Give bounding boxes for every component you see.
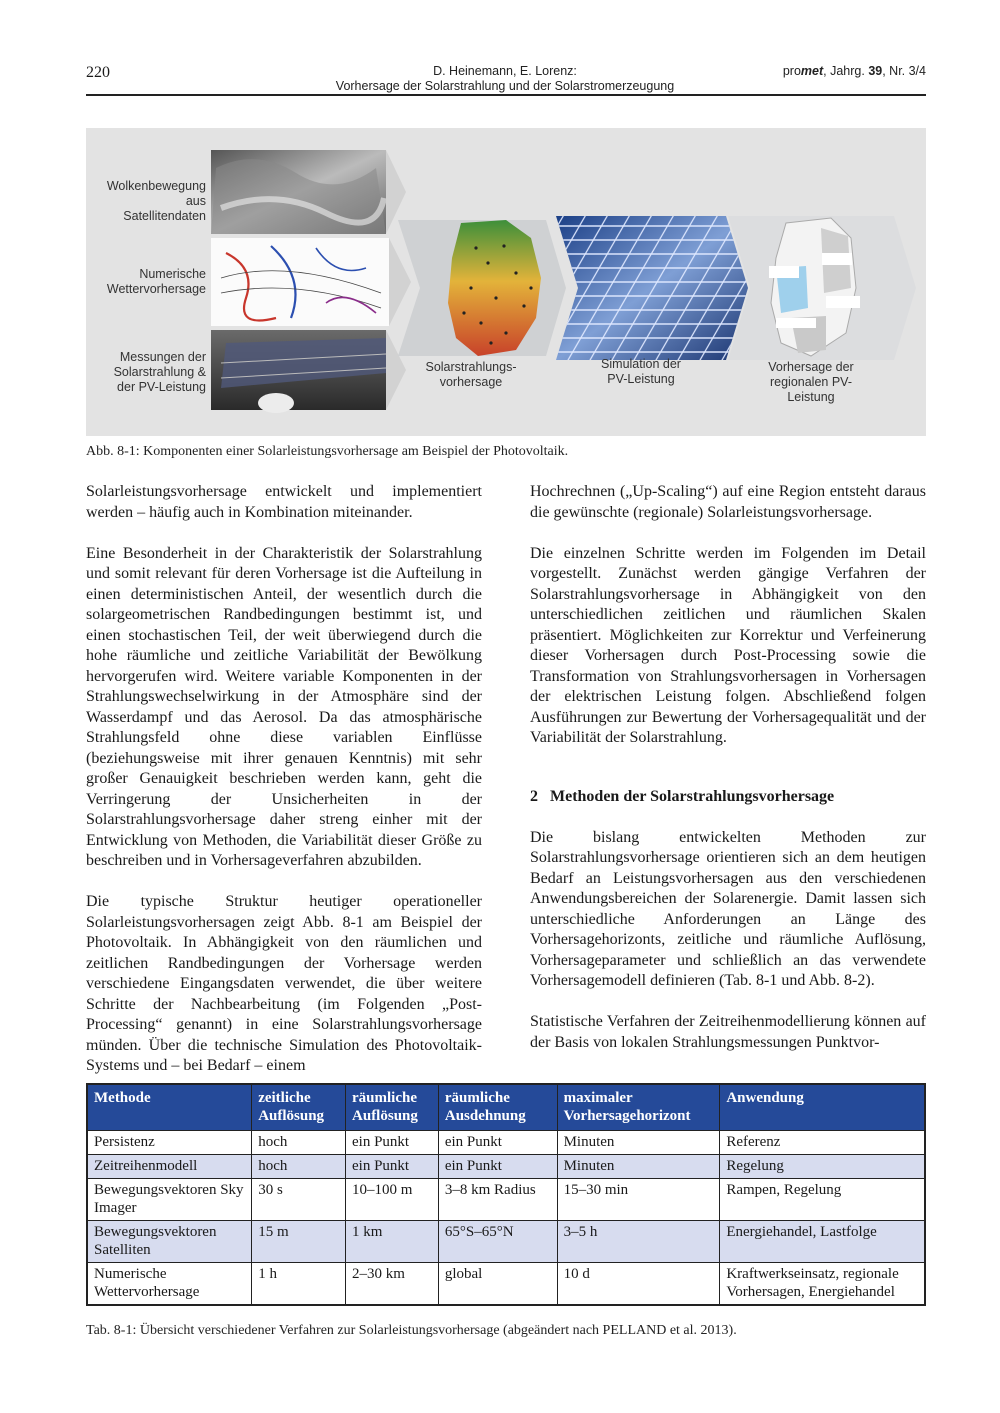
label-nwp	[101, 267, 206, 297]
header-authors: D. Heinemann, E. Lorenz:	[433, 64, 577, 78]
table-header-row	[87, 1084, 925, 1131]
journal-brand: met	[800, 64, 824, 78]
paragraph: Die bislang entwickelten Methoden zur Solarstrahlungsvorhersage orientieren sich an dem heutigen Bedarf an Leistungsvorhersagen aus den verschiedenen Anwendungsbereichen der Solarenergie. Damit lassen sich unterschiedliche Anforderungen an Länge des Vorhersagehorizonts, zeitliche und räumliche Auflösung, Vorhersageparameter und schließlich an das verwendete Vorhersagemodell definieren (Tab. 8-1 und Abb. 8-2).	[530, 828, 926, 989]
paragraph: Hochrechnen („Up-Scaling“) auf eine Region entsteht daraus die gewünschte (regionale) Solarleistungsvorhersage.	[530, 483, 926, 521]
table-cell: Kraftwerkseinsatz, regionale Vorhersagen, Energiehandel	[720, 1263, 925, 1306]
table-cell: 30 s	[252, 1179, 346, 1221]
journal-rest: , Jahrg.	[823, 64, 869, 78]
label-pv-simulation	[576, 357, 706, 387]
label-line: Solarstrahlungs-	[425, 360, 517, 374]
journal-volume: 39	[868, 64, 883, 78]
table-cell: 2–30 km	[346, 1263, 439, 1306]
label-regional-forecast	[741, 360, 881, 405]
column-header: räumliche Ausdehnung	[438, 1084, 557, 1131]
table-row	[87, 1263, 925, 1306]
table-cell: Minuten	[557, 1155, 720, 1179]
table-cell: 65°S–65°N	[438, 1221, 557, 1263]
figure-caption: Abb. 8-1: Komponenten einer Solarleistungsvorhersage am Beispiel der Photovoltaik.	[86, 444, 569, 459]
label-line: aus Satellitendaten	[123, 194, 206, 223]
table-cell: 10–100 m	[346, 1179, 439, 1221]
label-line: der PV-Leistung	[117, 380, 206, 394]
label-line: vorhersage	[439, 375, 503, 389]
table-row	[87, 1179, 925, 1221]
label-line: Leistung	[787, 390, 835, 404]
label-line: PV-Leistung	[607, 372, 675, 386]
table-cell: Rampen, Regelung	[720, 1179, 925, 1221]
column-header: Anwendung	[720, 1084, 925, 1131]
table-cell: 10 d	[557, 1263, 720, 1306]
table-cell: hoch	[252, 1131, 346, 1155]
label-line: Vorhersage der	[768, 360, 854, 374]
header-rule	[86, 94, 926, 96]
table-cell: Regelung	[720, 1155, 925, 1179]
table-cell: Persistenz	[87, 1131, 252, 1155]
table-cell: Zeitreihenmodell	[87, 1155, 252, 1179]
label-irradiance-forecast	[406, 360, 536, 390]
weather-map-image	[211, 238, 411, 326]
table-cell: 3–8 km Radius	[438, 1179, 557, 1221]
label-line: Solarstrahlung &	[113, 365, 206, 379]
column-header: Methode	[87, 1084, 252, 1131]
figure-8-1	[86, 128, 926, 436]
label-cloud-motion	[101, 179, 206, 224]
paragraph: Die einzelnen Schritte werden im Folgenden im Detail vorgestellt. Zunächst werden gängige Verfahren der Solarstrahlungsvorhersage in Abhängigkeit von den unterschiedlichen zeitlichen und räumlichen Skalen präsentiert. Möglichkeiten zur Korrektur und Verfeinerung dieser Vorhersagen durch Post-Processing sowie die Transformation von Strahlungsvorhersagen in Vorhersagen der elektrischen Leistung folgen. Abschließend folgen Ausführungen zur Bewertung der Vorhersagequalität und der Variabilität der Solarstrahlung.	[530, 544, 926, 746]
transnetbw-logo	[776, 318, 816, 328]
table-cell: Bewegungsvektoren Sky Imager	[87, 1179, 252, 1221]
header-title: Vorhersage der Solarstrahlung und der Solarstromerzeugung	[335, 79, 675, 93]
column-header: maximaler Vorhersagehorizont	[557, 1084, 720, 1131]
label-line: Numerische	[139, 267, 206, 281]
table-cell: 1 km	[346, 1221, 439, 1263]
table-cell: ein Punkt	[346, 1131, 439, 1155]
50hertz-logo	[822, 253, 852, 265]
table-cell: Referenz	[720, 1131, 925, 1155]
pv-simulation-panel	[556, 216, 748, 360]
label-line: Simulation der	[601, 357, 681, 371]
table-cell: 15–30 min	[557, 1179, 720, 1221]
journal-issue: , Nr. 3/4	[882, 64, 926, 78]
table-row	[87, 1155, 925, 1179]
tennet-logo	[826, 296, 860, 308]
table-cell: ein Punkt	[438, 1155, 557, 1179]
left-column	[86, 482, 482, 1097]
section-heading: 2 Methoden der Solarstrahlungsvorhersage	[530, 787, 835, 805]
table-cell: hoch	[252, 1155, 346, 1179]
label-line: regionalen PV-	[769, 375, 852, 389]
label-line: Wettervorhersage	[106, 282, 206, 296]
table-caption: Tab. 8-1: Übersicht verschiedener Verfahren zur Solarleistungsvorhersage (abgeändert nach PELLAND et al. 2013).	[86, 1323, 737, 1338]
label-measurements	[101, 350, 206, 395]
table-cell: Bewegungsvektoren Satelliten	[87, 1221, 252, 1263]
running-header	[300, 64, 710, 94]
paragraph: Solarleistungsvorhersage entwickelt und implementiert werden – häufig auch in Kombination miteinander.	[86, 483, 482, 521]
table-cell: Numerische Wettervorhersage	[87, 1263, 252, 1306]
table-8-1	[86, 1083, 926, 1306]
table-cell: 1 h	[252, 1263, 346, 1306]
regional-map-panel	[728, 216, 916, 360]
table-cell: Energiehandel, Lastfolge	[720, 1221, 925, 1263]
table-cell: ein Punkt	[346, 1155, 439, 1179]
table-cell: global	[438, 1263, 557, 1306]
journal-reference	[783, 64, 926, 78]
label-line: Messungen der	[119, 350, 206, 364]
page-number: 220	[86, 64, 110, 81]
forecast-map-panel	[398, 220, 566, 356]
paragraph: Statistische Verfahren der Zeitreihenmodellierung können auf der Basis von lokalen Strahlungsmessungen Punktvor-	[530, 1013, 926, 1051]
amprion-logo	[769, 266, 799, 278]
label-line: Wolkenbewegung	[106, 179, 206, 193]
table-cell: 3–5 h	[557, 1221, 720, 1263]
table-row	[87, 1131, 925, 1155]
table-cell: ein Punkt	[438, 1131, 557, 1155]
table-cell: 15 m	[252, 1221, 346, 1263]
journal-prefix: pro	[782, 64, 801, 78]
column-header: zeitliche Auflösung	[252, 1084, 346, 1131]
table-row	[87, 1221, 925, 1263]
paragraph: Eine Besonderheit in der Charakteristik der Solarstrahlung und somit relevant für deren Vorhersage ist die Aufteilung in einen deterministischen Anteil, der wesentlich durch die solargeometrischen Randbedingungen bestimmt ist, und einen stochastischen Teil, der weit überwiegend durch die hohe räumliche und zeitliche Variabilität der Bewölkung hervorgerufen wird. Weitere variable Komponenten in der Strahlungswechselwirkung in der Atmosphäre sind der Wasserdampf und das Aerosol. Da das atmosphärische Strahlungsfeld ohne diese variablen Einflüsse (beziehungsweise mit ihrer genauen Kenntnis) mit sehr großer Genauigkeit beschrieben werden kann, geht die Verringerung der Unsicherheiten in der Solarstrahlungsvorhersage daher streng einher mit der Entwicklung von Methoden, die Variabilität dieser Größe zu beschreiben und in Vorhersageverfahren abzubilden.	[86, 544, 482, 869]
right-column	[530, 482, 926, 1074]
pv-measurement-image	[211, 330, 406, 413]
paragraph: Die typische Struktur heutiger operationeller Solarleistungsvorhersagen zeigt Abb. 8-1 am Beispiel der Photovoltaik. In Abhängigkeit von den räumlichen und zeitlichen Randbedingungen der Vorhersage werden verschiedene Eingangsdaten verwendet, die über weitere Schritte der Nachbearbeitung (im Folgenden „Post-Processing“ genannt) in eine Solarstrahlungsvorhersage münden. Über die technische Simulation des Photovoltaik-Systems und – bei Bedarf – einem	[86, 893, 482, 1074]
column-header: räumliche Auflösung	[346, 1084, 439, 1131]
satellite-cloud-image	[211, 150, 406, 234]
table-cell: Minuten	[557, 1131, 720, 1155]
